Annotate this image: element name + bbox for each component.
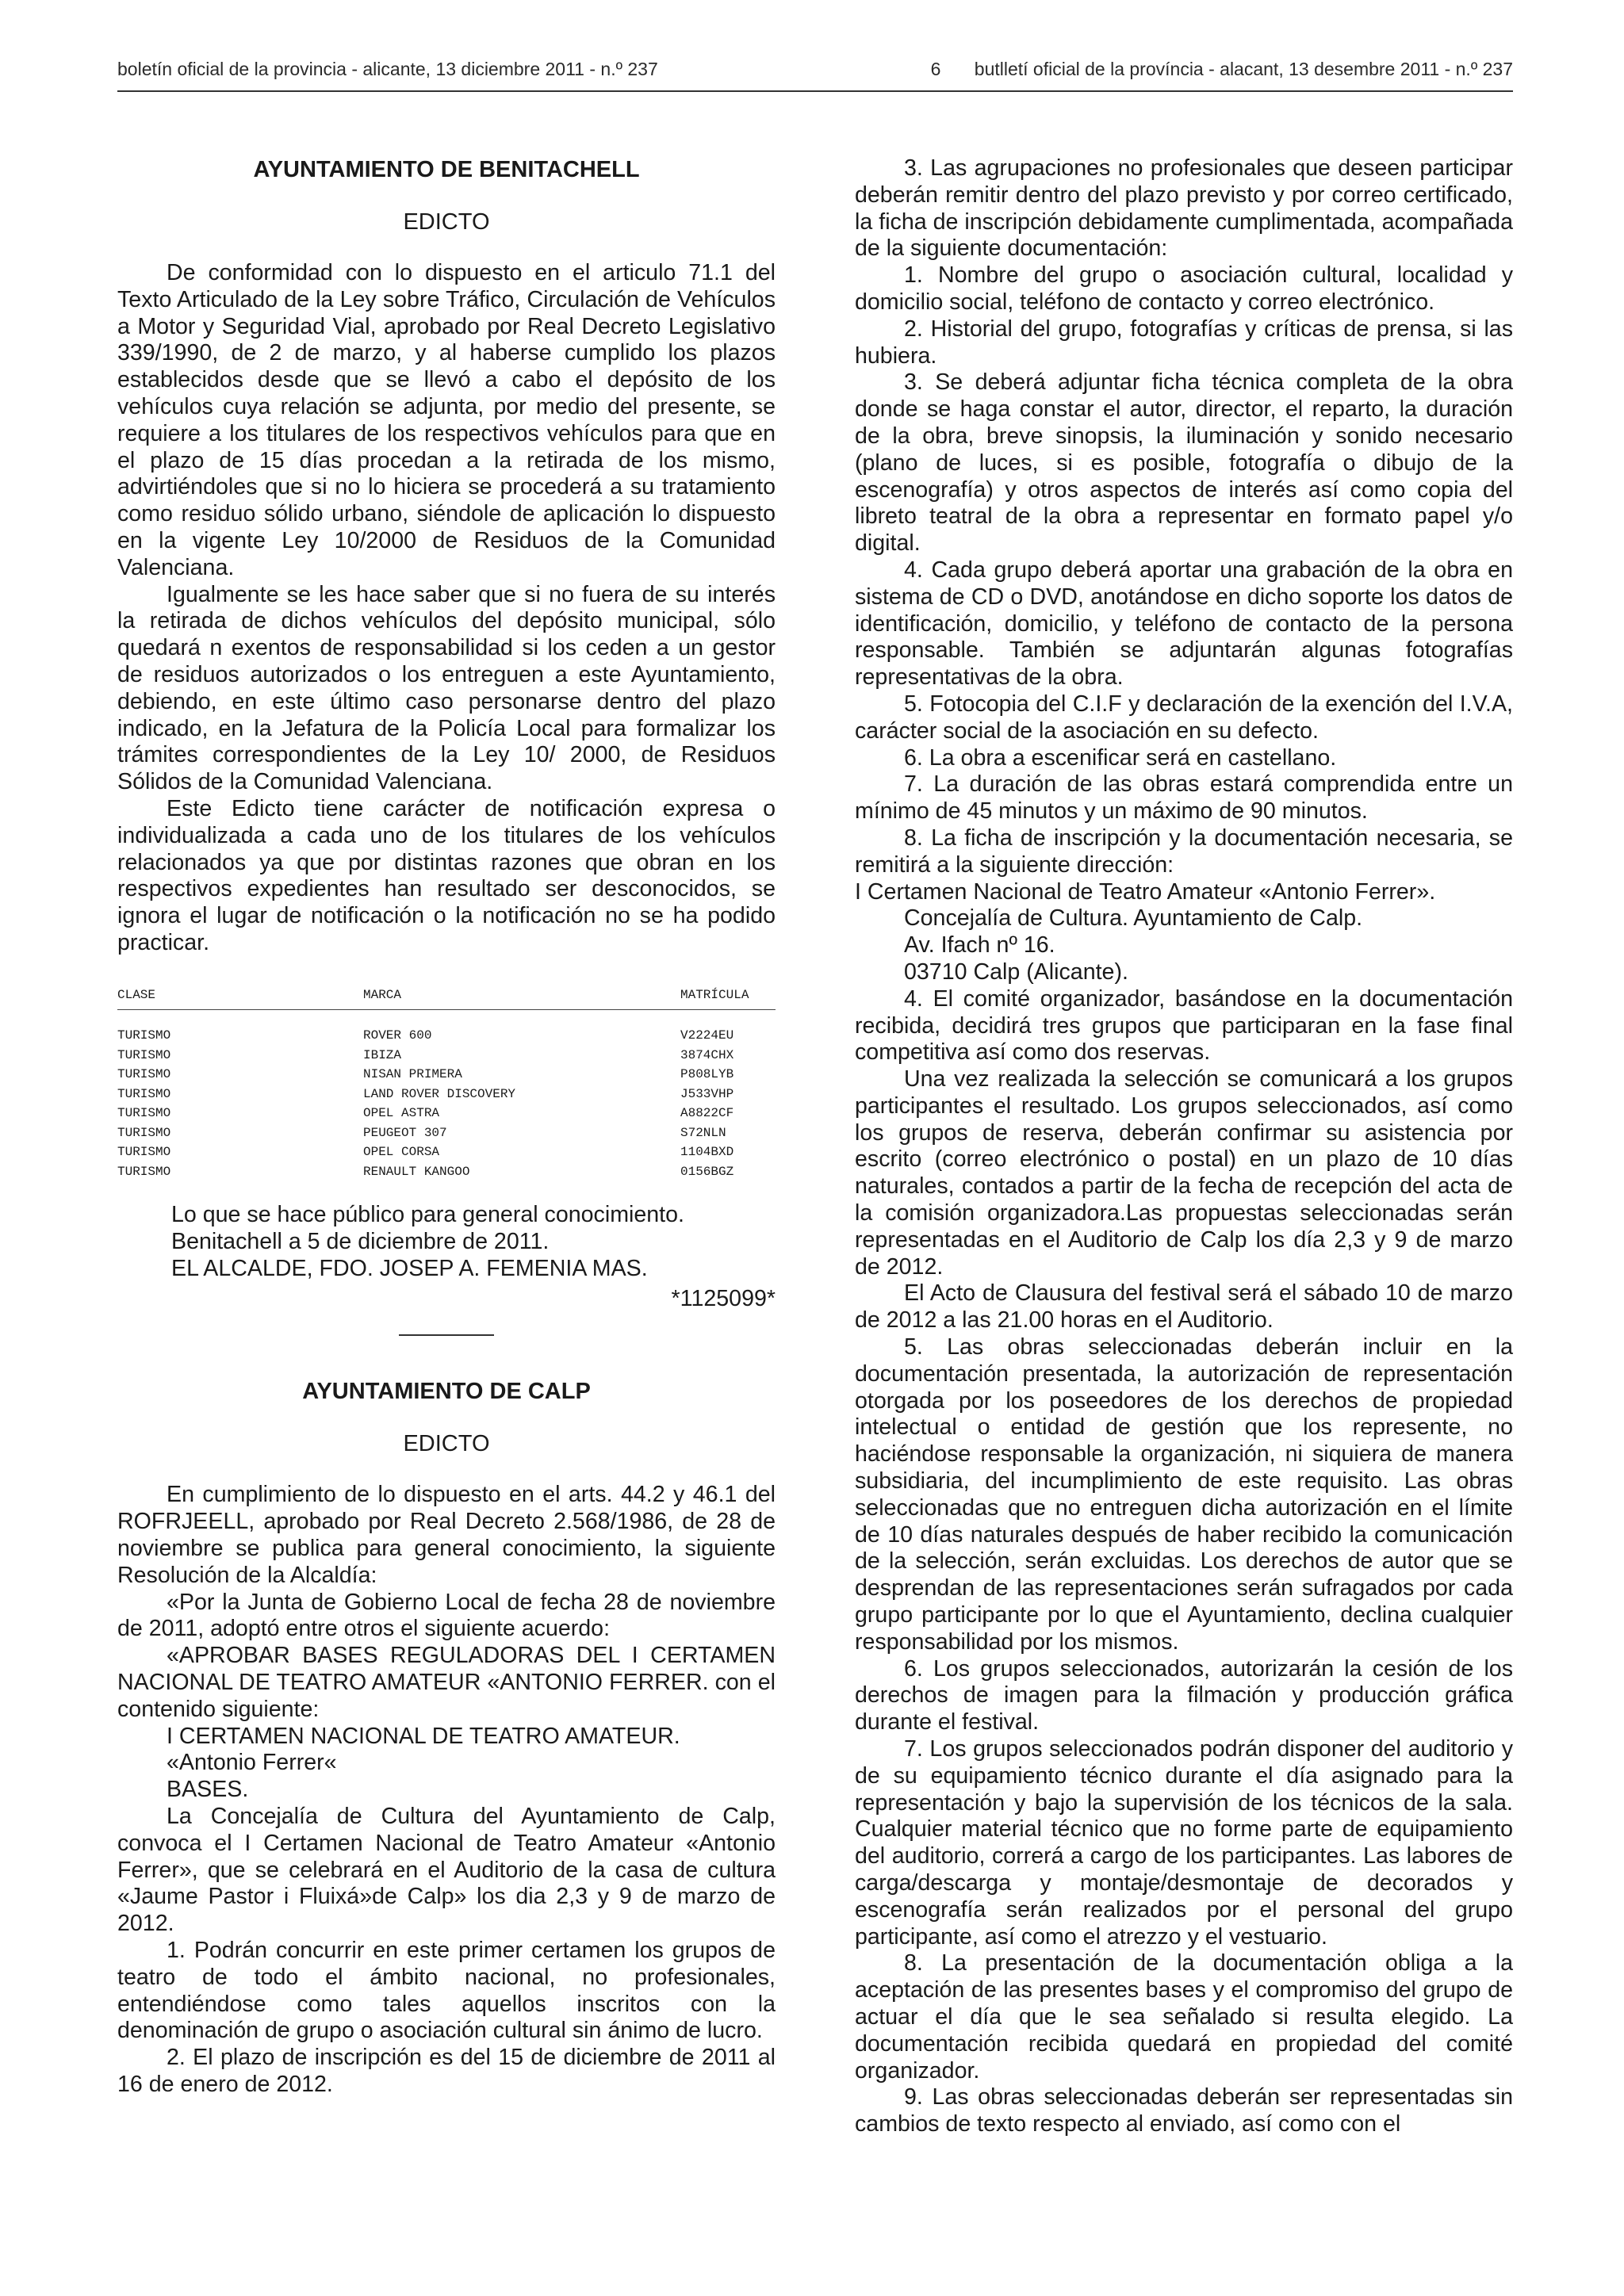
bases-paragraph: El Acto de Clausura del festival será el sábado 10 de marzo de 2012 a las 21.00 horas en el Auditorio. bbox=[855, 1280, 1513, 1334]
cell-marca: ROVER 600 bbox=[363, 1028, 432, 1043]
bases-paragraph: 8. La presentación de la documentación obliga a la aceptación de las presentes bases y el compromiso del grupo de actuar el día que le sea señalado si resulta elegido. La documentación recibida quedará en propiedad del comité organizador. bbox=[855, 1950, 1513, 2084]
cell-matricula: 3874CHX bbox=[680, 1047, 734, 1062]
benitachell-paragraph: Igualmente se les hace saber que si no fuera de su interés la retirada de dichos vehículos del depósito municipal, sólo quedará n exentos de responsabilidad si los ceden a un gestor de residuos autorizados o los entreguen a este Ayuntamiento, debiendo, en este último caso personarse dentro del plazo indicado, en la Jefatura de la Policía Local para formalizar los trámites correspondientes de la Ley 10/ 2000, de Residuos Sólidos de la Comunidad Valenciana. bbox=[117, 581, 776, 795]
table-row bbox=[117, 1104, 776, 1123]
cell-clase: TURISMO bbox=[117, 1145, 171, 1160]
calp-paragraph: «Antonio Ferrer« bbox=[167, 1750, 337, 1776]
bases-paragraph: 3. Se deberá adjuntar ficha técnica completa de la obra donde se haga constar el autor, director, el reparto, la duración de la obra, breve sinopsis, la iluminación y sonido necesario (plano de luces, si es posible, fotografía o dibujo de la escenografía) y otros aspectos de interés así como copia del libreto teatral de la obra a representar en formato papel y/o digital. bbox=[855, 369, 1513, 557]
table-row bbox=[117, 1065, 776, 1085]
closing-line: Lo que se hace público para general conocimiento. bbox=[171, 1202, 684, 1228]
cell-marca: NISAN PRIMERA bbox=[363, 1067, 462, 1082]
bases-paragraph: Una vez realizada la selección se comunicará a los grupos participantes el resultado. Los grupos seleccionados, así como los grupos de reserva, deberán confirmar su asistencia por escrito (correo electrónico o postal) en un plazo de 10 días naturales, contados a partir de la fecha de recepción del acta de la comisión organizadora.Las propuestas seleccionadas serán representadas en el Auditorio de Calp los día 2,3 y 9 de marzo de 2012. bbox=[855, 1066, 1513, 1280]
cell-clase: TURISMO bbox=[117, 1047, 171, 1062]
calp-paragraph: BASES. bbox=[167, 1777, 249, 1803]
address-line: 03710 Calp (Alicante). bbox=[904, 959, 1128, 985]
cell-clase: TURISMO bbox=[117, 1125, 171, 1140]
right-column bbox=[855, 155, 1513, 2138]
cell-marca: LAND ROVER DISCOVERY bbox=[363, 1086, 516, 1101]
cell-clase: TURISMO bbox=[117, 1106, 171, 1121]
calp-paragraph: «APROBAR BASES REGULADORAS DEL I CERTAMEN NACIONAL DE TEATRO AMATEUR «ANTONIO FERRER. con el contenido siguiente: bbox=[117, 1643, 776, 1722]
section-separator bbox=[399, 1334, 494, 1336]
bases-paragraph: 2. Historial del grupo, fotografías y críticas de prensa, si las hubiera. bbox=[855, 316, 1513, 369]
bases-paragraph: 3. Las agrupaciones no profesionales que deseen participar deberán remitir dentro del plazo previsto y por correo certificado, la ficha de inscripción debidamente cumplimentada, acompañada de la siguiente documentación: bbox=[855, 155, 1513, 262]
calp-edicto: EDICTO bbox=[403, 1431, 490, 1457]
cell-marca: PEUGEOT 307 bbox=[363, 1125, 447, 1140]
calp-paragraph: 1. Podrán concurrir en este primer certamen los grupos de teatro de todo el ámbito nacional, no profesionales, entendiéndose como tales aquellos inscritos con la denominación de grupo o asociación cultural sin ánimo de lucro. bbox=[117, 1937, 776, 2044]
bases-paragraph: 8. La ficha de inscripción y la documentación necesaria, se remitirá a la siguiente dirección: bbox=[855, 825, 1513, 878]
bases-paragraph: 5. Fotocopia del C.I.F y declaración de la exención del I.V.A, carácter social de la asociación en su defecto. bbox=[855, 691, 1513, 744]
calp-paragraph: I CERTAMEN NACIONAL DE TEATRO AMATEUR. bbox=[167, 1723, 680, 1749]
cell-marca: RENAULT KANGOO bbox=[363, 1164, 470, 1179]
benitachell-edicto: EDICTO bbox=[403, 209, 490, 235]
cell-matricula: J533VHP bbox=[680, 1086, 734, 1101]
col-header-clase: CLASE bbox=[117, 982, 363, 1010]
header-right-title: butlletí oficial de la província - alacant, 13 desembre 2011 - n.º 237 bbox=[974, 59, 1513, 79]
address-line: I Certamen Nacional de Teatro Amateur «Antonio Ferrer». bbox=[855, 878, 1436, 905]
cell-clase: TURISMO bbox=[117, 1067, 171, 1082]
cell-matricula: P808LYB bbox=[680, 1067, 734, 1082]
signature-line: EL ALCALDE, FDO. JOSEP A. FEMENIA MAS. bbox=[171, 1255, 648, 1281]
table-row bbox=[117, 1123, 776, 1143]
address-line: Av. Ifach nº 16. bbox=[904, 932, 1055, 959]
cell-marca: OPEL CORSA bbox=[363, 1145, 440, 1160]
benitachell-paragraph: Este Edicto tiene carácter de notificación expresa o individualizada a cada uno de los titulares de los vehículos relacionados ya que por distintas razones que obran en los respectivos expedientes han resultado ser desconocidos, se ignora el lugar de notificación o la notificación no se ha podido practicar. bbox=[117, 795, 776, 955]
bases-paragraph: 5. Las obras seleccionadas deberán incluir en la documentación presentada, la autorización de representación otorgada por los poseedores de los derechos de propiedad intelectual o entidad de gestión que los represente, no haciéndose responsable la organización, ni siquiera de manera subsidiaria, del incumplimiento de este requisito. Las obras seleccionadas que no entreguen dicha autorización en el límite de 10 días naturales después de haber recibido la comunicación de la selección, serán excluidas. Los derechos de autor que se desprendan de las representaciones serán sufragados por cada grupo participante por lo que el Ayuntamiento, declina cualquier responsabilidad por los mismos. bbox=[855, 1334, 1513, 1655]
bases-paragraph: 9. Las obras seleccionadas deberán ser representadas sin cambios de texto respecto al enviado, así como con el bbox=[855, 2084, 1513, 2137]
bases-paragraph: 4. El comité organizador, basándose en la documentación recibida, decidirá tres grupos que participaran en la fase final competitiva así como dos reservas. bbox=[855, 985, 1513, 1066]
calp-paragraph: 2. El plazo de inscripción es del 15 de diciembre de 2011 al 16 de enero de 2012. bbox=[117, 2045, 776, 2097]
cell-clase: TURISMO bbox=[117, 1028, 171, 1043]
table-row bbox=[117, 1085, 776, 1104]
announcement-code: *1125099* bbox=[671, 1285, 776, 1311]
cell-matricula: V2224EU bbox=[680, 1028, 734, 1043]
benitachell-closing bbox=[117, 1202, 776, 1282]
vehicle-table-header bbox=[117, 982, 776, 1010]
table-row bbox=[117, 1142, 776, 1162]
cell-marca: OPEL ASTRA bbox=[363, 1106, 440, 1121]
left-column bbox=[117, 155, 776, 2099]
cell-matricula: S72NLN bbox=[680, 1125, 726, 1140]
page-header bbox=[117, 52, 1513, 90]
benitachell-title: AYUNTAMIENTO DE BENITACHELL bbox=[253, 157, 640, 182]
bases-paragraph: 6. La obra a escenificar será en castellano. bbox=[904, 744, 1337, 771]
cell-marca: IBIZA bbox=[363, 1047, 402, 1062]
header-rule bbox=[117, 90, 1513, 92]
table-row bbox=[117, 1046, 776, 1066]
calp-paragraph: En cumplimiento de lo dispuesto en el arts. 44.2 y 46.1 del ROFRJEELL, aprobado por Real Decreto 2.568/1986, de 28 de noviembre se publica para general conocimiento, la siguiente Resolución de la Alcaldía: bbox=[117, 1482, 776, 1588]
cell-matricula: A8822CF bbox=[680, 1106, 734, 1121]
calp-paragraph: La Concejalía de Cultura del Ayuntamiento de Calp, convoca el I Certamen Nacional de Teatro Amateur «Antonio Ferrer», que se celebrará en el Auditorio de la casa de cultura «Jaume Pastor i Fluixá»de Calp» los dia 2,3 y 9 de marzo de 2012. bbox=[117, 1803, 776, 1937]
page-number: 6 bbox=[930, 59, 941, 79]
vehicle-table bbox=[117, 982, 776, 1182]
bases-paragraph: 6. Los grupos seleccionados, autorizarán la cesión de los derechos de imagen para la filmación y producción gráfica durante el festival. bbox=[855, 1655, 1513, 1735]
calp-paragraph: «Por la Junta de Gobierno Local de fecha 28 de noviembre de 2011, adoptó entre otros el siguiente acuerdo: bbox=[117, 1589, 776, 1642]
cell-matricula: 1104BXD bbox=[680, 1145, 734, 1160]
bases-paragraph: 7. Los grupos seleccionados podrán disponer del auditorio y de su equipamiento técnico durante el día asignado para la representación y bajo la supervisión de los técnicos de la sala. Cualquier material técnico que no forme parte de equipamiento del auditorio, correrá a cargo de los participantes. Las labores de carga/descarga y montaje/desmontaje de decorados y escenografía serán realizados por el personal del grupo participante, así como el atrezzo y el vestuario. bbox=[855, 1736, 1513, 1950]
calp-title: AYUNTAMIENTO DE CALP bbox=[302, 1379, 591, 1405]
benitachell-paragraph: De conformidad con lo dispuesto en el articulo 71.1 del Texto Articulado de la Ley sobre Tráfico, Circulación de Vehículos a Motor y Seguridad Vial, aprobado por Real Decreto Legislativo 339/1990, de 2 de marzo, y al haberse cumplido los plazos establecidos desde que se llevó a cabo el depósito de los vehículos cuya relación se adjunta, por medio del presente, se requiere a los titulares de los respectivos vehículos para que en el plazo de 15 días procedan a la retirada de los mismo, advirtiéndoles que si no lo hiciera se procederá a su tratamiento como residuo sólido urbano, siéndole de aplicación lo dispuesto en la vigente Ley 10/2000 de Residuos de la Comunidad Valenciana. bbox=[117, 260, 776, 580]
header-left-title: boletín oficial de la provincia - alicante, 13 diciembre 2011 - n.º 237 bbox=[117, 59, 658, 79]
address-line: Concejalía de Cultura. Ayuntamiento de Calp. bbox=[904, 905, 1363, 932]
cell-clase: TURISMO bbox=[117, 1086, 171, 1101]
bases-paragraph: 4. Cada grupo deberá aportar una grabación de la obra en sistema de CD o DVD, anotándose en dicho soporte los datos de identificación, domicilio, y teléfono de contacto de la persona responsable. También se adjuntarán algunas fotografías representativas de la obra. bbox=[855, 557, 1513, 691]
closing-line: Benitachell a 5 de diciembre de 2011. bbox=[171, 1229, 550, 1255]
cell-matricula: 0156BGZ bbox=[680, 1164, 734, 1179]
table-row bbox=[117, 1010, 776, 1046]
table-row bbox=[117, 1162, 776, 1182]
bases-paragraph: 7. La duración de las obras estará comprendida entre un mínimo de 45 minutos y un máximo de 90 minutos. bbox=[855, 771, 1513, 825]
col-header-marca: MARCA bbox=[363, 982, 680, 1010]
cell-clase: TURISMO bbox=[117, 1164, 171, 1179]
bases-paragraph: 1. Nombre del grupo o asociación cultural, localidad y domicilio social, teléfono de contacto y correo electrónico. bbox=[855, 262, 1513, 315]
col-header-matricula: MATRÍCULA bbox=[680, 982, 776, 1010]
